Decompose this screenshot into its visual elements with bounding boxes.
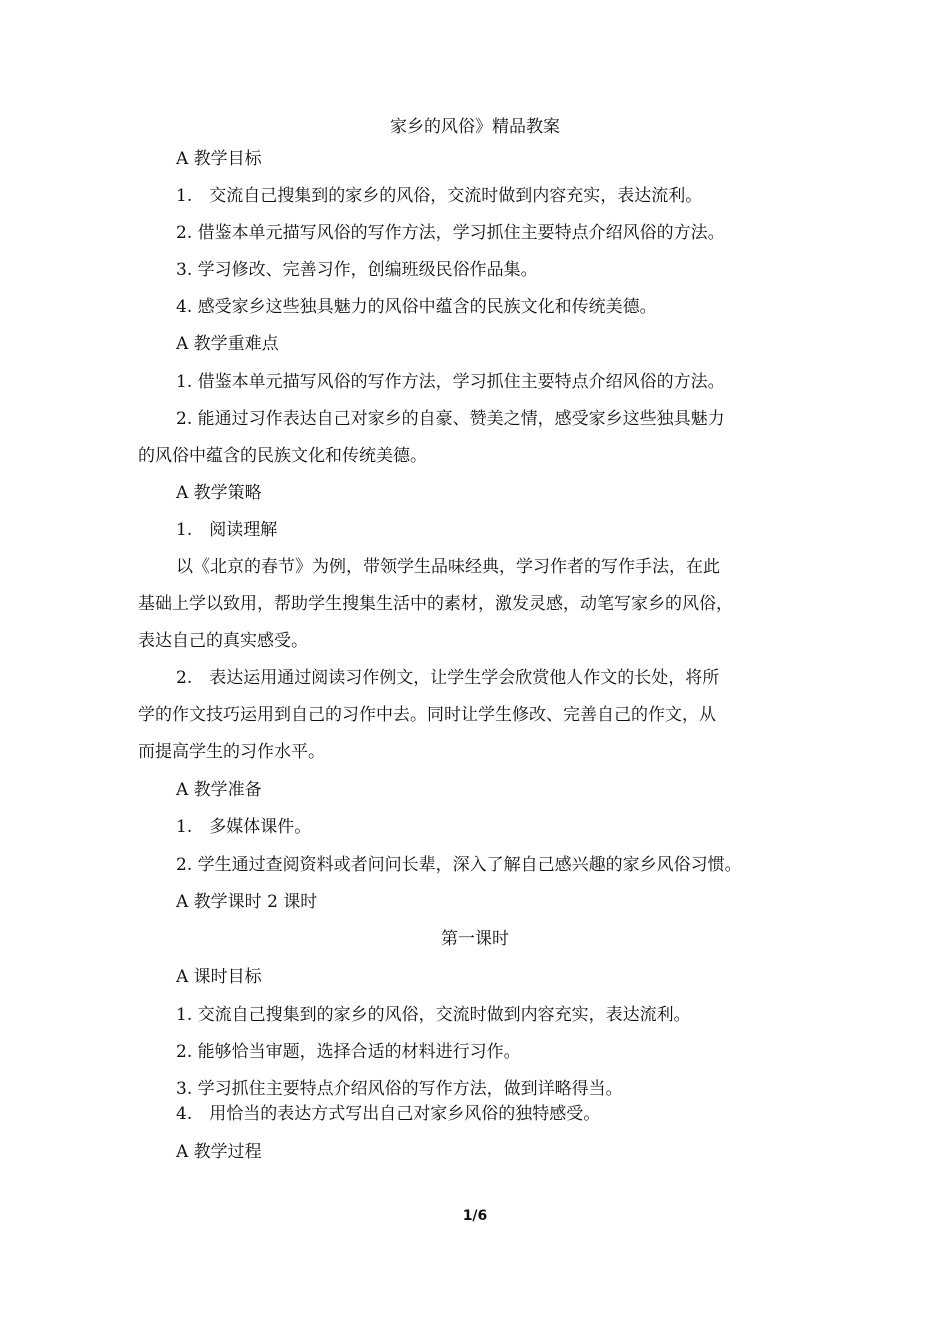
paragraph-line: A 教学重难点 — [176, 334, 279, 354]
document-title: 家乡的风俗》精品教案 — [390, 117, 560, 137]
paragraph-line: 2. 表达运用通过阅读习作例文，让学生学会欣赏他人作文的长处，将所 — [176, 668, 720, 688]
paragraph-line: 2. 能通过习作表达自己对家乡的自豪、赞美之情，感受家乡这些独具魅力 — [176, 409, 725, 429]
paragraph-line: 4. 感受家乡这些独具魅力的风俗中蕴含的民族文化和传统美德。 — [176, 297, 657, 317]
paragraph-line: A 教学目标 — [176, 149, 262, 169]
paragraph-line: 学的作文技巧运用到自己的习作中去。同时让学生修改、完善自己的作文，从 — [138, 705, 716, 725]
page-number: 1/6 — [462, 1208, 488, 1224]
paragraph-line: 2. 能够恰当审题，选择合适的材料进行习作。 — [176, 1042, 521, 1062]
paragraph-line: 2. 学生通过查阅资料或者问问长辈，深入了解自己感兴趣的家乡风俗习惯。 — [176, 855, 742, 875]
paragraph-line: 1. 多媒体课件。 — [176, 817, 312, 837]
section-title: 第一课时 — [441, 929, 509, 949]
paragraph-line: 3. 学习修改、完善习作，创编班级民俗作品集。 — [176, 260, 538, 280]
paragraph-line: 以《北京的春节》为例，带领学生品味经典，学习作者的写作手法，在此 — [176, 557, 720, 577]
paragraph-line: A 教学策略 — [176, 483, 262, 503]
paragraph-line: 表达自己的真实感受。 — [138, 631, 308, 651]
paragraph-line: A 教学准备 — [176, 780, 262, 800]
paragraph-line: 1. 交流自己搜集到的家乡的风俗，交流时做到内容充实，表达流利。 — [176, 186, 703, 206]
paragraph-line: 4. 用恰当的表达方式写出自己对家乡风俗的独特感受。 — [176, 1104, 601, 1124]
paragraph-line: 2. 借鉴本单元描写风俗的写作方法，学习抓住主要特点介绍风俗的方法。 — [176, 223, 725, 243]
paragraph-line: 基础上学以致用，帮助学生搜集生活中的素材，激发灵感，动笔写家乡的风俗， — [138, 594, 733, 614]
paragraph-line: 的风俗中蕴含的民族文化和传统美德。 — [138, 446, 427, 466]
paragraph-line: 而提高学生的习作水平。 — [138, 742, 325, 762]
paragraph-line: A 教学过程 — [176, 1142, 262, 1162]
paragraph-line: 3. 学习抓住主要特点介绍风俗的写作方法，做到详略得当。 — [176, 1079, 623, 1099]
paragraph-line: A 教学课时 2 课时 — [176, 892, 318, 912]
paragraph-line: 1. 借鉴本单元描写风俗的写作方法，学习抓住主要特点介绍风俗的方法。 — [176, 372, 725, 392]
paragraph-line: 1. 阅读理解 — [176, 520, 278, 540]
paragraph-line: 1. 交流自己搜集到的家乡的风俗，交流时做到内容充实，表达流利。 — [176, 1005, 691, 1025]
paragraph-line: A 课时目标 — [176, 967, 262, 987]
